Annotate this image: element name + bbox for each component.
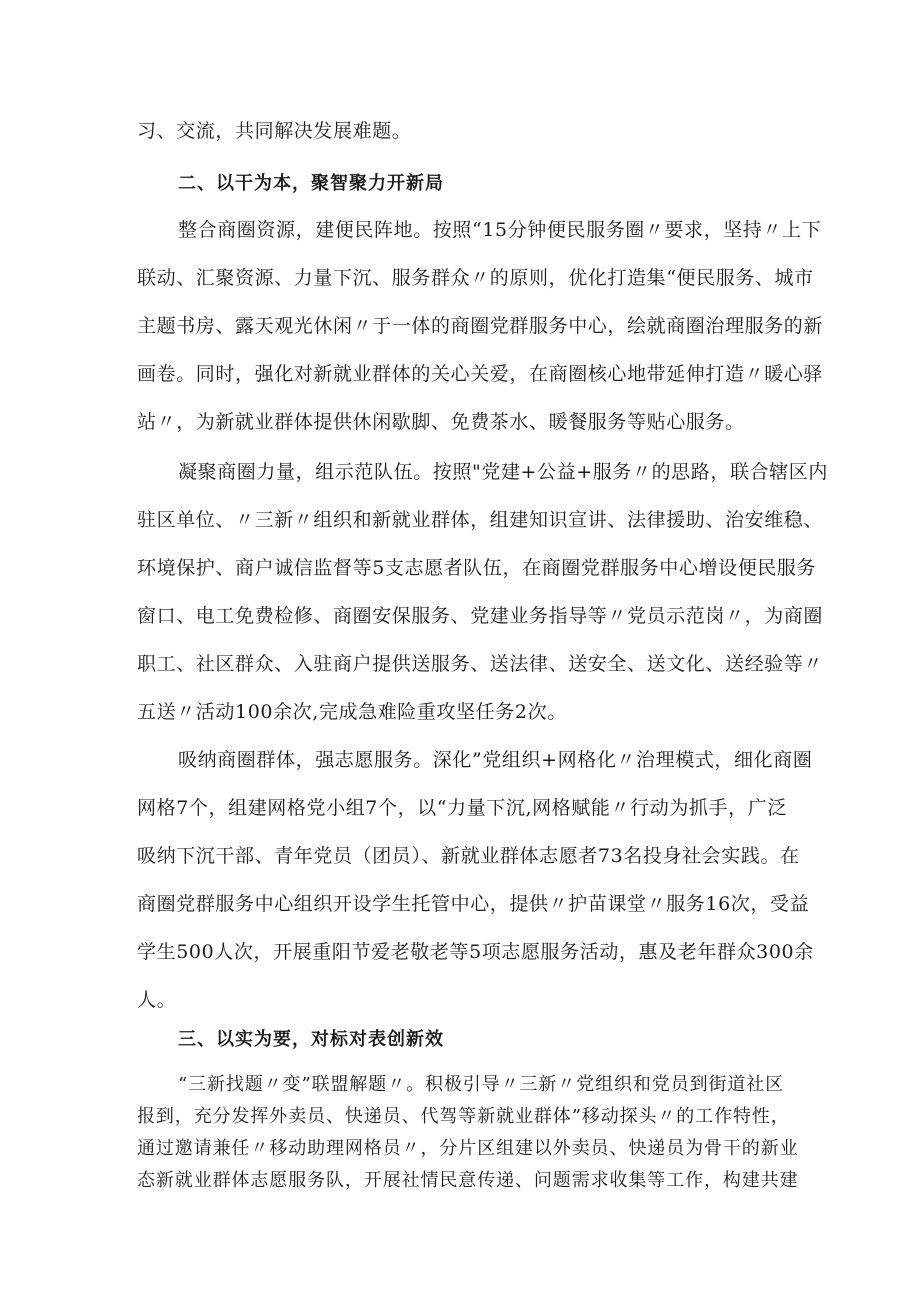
paragraph-line: 吸纳下沉干部、青年党员（团员）、新就业群体志愿者73名投身社会实践。在	[137, 845, 800, 867]
paragraph-line: 窗口、电工免费检修、商圈安保服务、党建业务指导等〃党员示范岗〃，为商圈	[137, 605, 824, 627]
paragraph-line: 习、交流，共同解决发展难题。	[137, 120, 412, 142]
paragraph-line: 通过邀请兼任〃移动助理网格员〃，分片区组建以外卖员、快递员为骨干的新业	[137, 1138, 799, 1159]
paragraph-line: 环境保护、商户诚信监督等5支志愿者队伍，在商圈党群服务中心增设便民服务	[137, 557, 817, 579]
paragraph-line: “三新找题〃变”联盟解题〃。积极引导〃三新〃党组织和党员到街道社区	[178, 1074, 785, 1095]
paragraph-line: 吸纳商圈群体，强志愿服务。深化”党组织+网格化〃治理模式，细化商圈	[178, 749, 813, 771]
paragraph-line: 学生500人次，开展重阳节爱老敬老等5项志愿服务活动，惠及老年群众300余	[137, 941, 814, 963]
paragraph-line: 联动、汇聚资源、力量下沉、服务群众〃的原则，优化打造集“便民服务、城市	[137, 267, 814, 289]
paragraph-line: 网格7个，组建网格党小组7个，以“力量下沉,网格赋能〃行动为抓手，广泛	[137, 797, 787, 819]
paragraph-line: 五送〃活动100余次,完成急难险重攻坚任务2次。	[137, 701, 567, 723]
paragraph-line: 凝聚商圈力量，组示范队伍。按照"党建+公益+服务〃的思路，联合辖区内	[178, 461, 828, 483]
paragraph-line: 人。	[137, 989, 177, 1011]
paragraph-line: 报到，充分发挥外卖员、快递员、代驾等新就业群体”移动探头〃的工作特性，	[137, 1106, 790, 1127]
paragraph-line: 职工、社区群众、入驻商户提供送服务、送法律、送安全、送文化、送经验等〃	[137, 653, 824, 675]
section-heading: 二、以干为本，聚智聚力开新局	[178, 173, 444, 194]
paragraph-line: 整合商圈资源，建便民阵地。按照“15分钟便民服务圈〃要求，坚持〃上下	[178, 219, 822, 241]
paragraph-line: 商圈党群服务中心组织开设学生托管中心，提供〃护苗课堂〃服务16次，受益	[137, 893, 810, 915]
paragraph-line: 主题书房、露天观光休闲〃于一体的商圈党群服务中心，绘就商圈治理服务的新	[137, 315, 824, 337]
paragraph-line: 态新就业群体志愿服务队，开展社情民意传递、问题需求收集等工作，构建共建	[137, 1170, 799, 1191]
paragraph-line: 画卷。同时，强化对新就业群体的关心关爱，在商圈核心地带延伸打造〃暖心驿	[137, 363, 824, 385]
paragraph-line: 驻区单位、〃三新〃组织和新就业群体，组建知识宣讲、法律援助、治安维稳、	[137, 509, 824, 531]
section-heading: 三、以实为要，对标对表创新效	[178, 1029, 444, 1050]
paragraph-line: 站〃，为新就业群体提供休闲歇脚、免费茶水、暖餐服务等贴心服务。	[137, 411, 745, 433]
